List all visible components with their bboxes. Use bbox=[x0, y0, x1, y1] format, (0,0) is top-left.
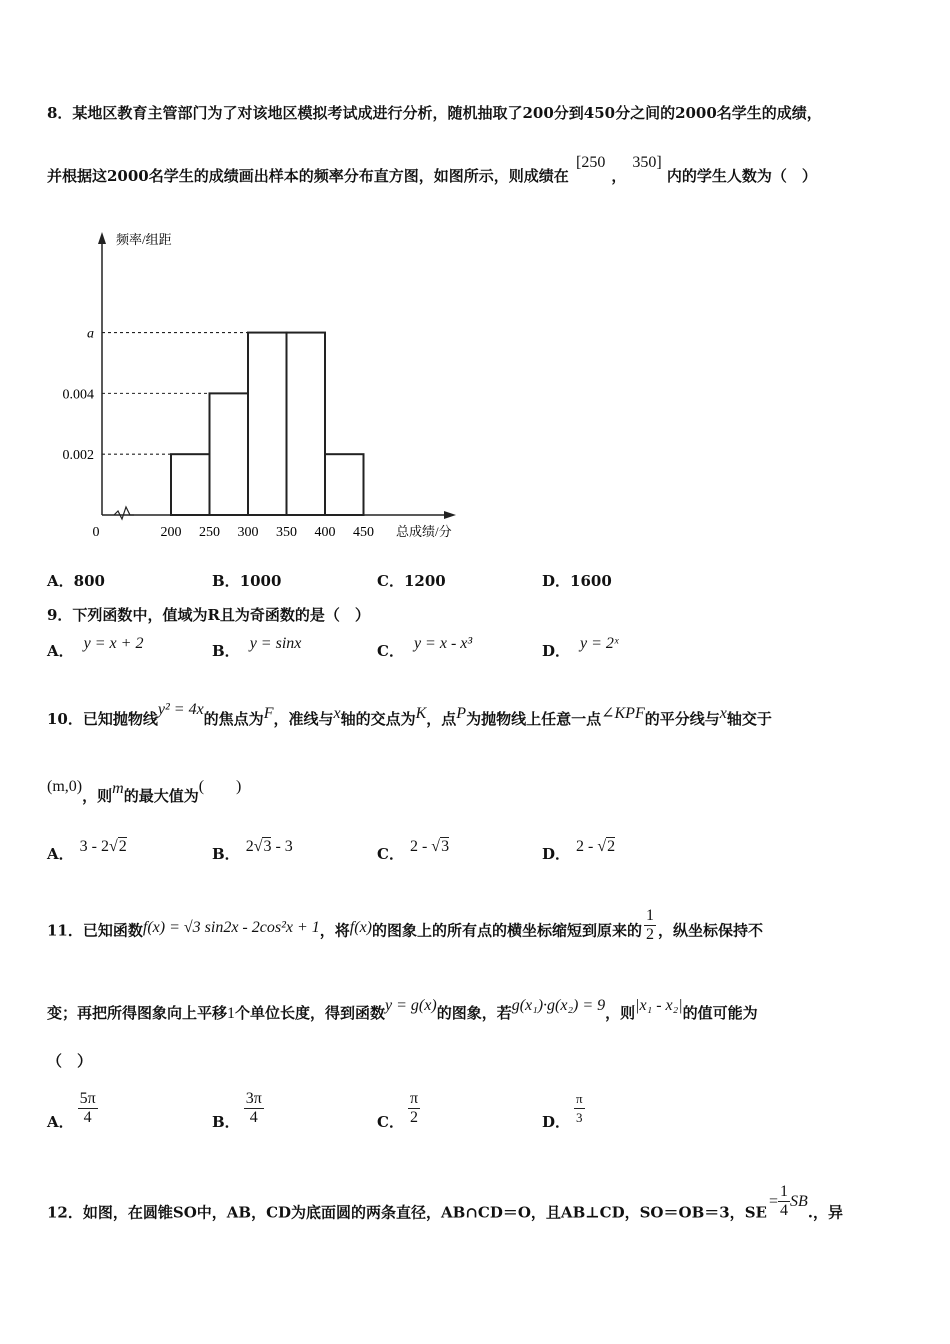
q10-option-b-rad: 3 bbox=[263, 838, 272, 855]
q10-option-d: D． 2 - √2 bbox=[542, 838, 616, 863]
q10-text-6: 为抛物线上任意一点 bbox=[466, 710, 602, 728]
q11-function: f(x) = √3 sin2x - 2cos²x + 1 bbox=[142, 918, 320, 936]
q10-angle: ∠KPF bbox=[601, 705, 645, 722]
x-tick-label: 200 bbox=[160, 525, 182, 540]
q10-point: (m,0) bbox=[47, 778, 83, 795]
q8-interval-left: [250 bbox=[576, 154, 606, 171]
q9-option-c-expr: y = x - x³ bbox=[413, 635, 473, 652]
q10-k: K bbox=[415, 705, 427, 722]
y-axis-arrow-icon bbox=[98, 232, 106, 244]
q11-abs-diff: |x₁ - x₂| bbox=[635, 997, 683, 1014]
q8-line2-pre: 并根据这2000名学生的成绩画出样本的频率分布直方图，如图所示，则成绩在 bbox=[47, 167, 569, 185]
y-tick-label: 0.004 bbox=[62, 387, 94, 403]
y-tick-label: a bbox=[87, 326, 94, 342]
q10-text-3: ，准线与 bbox=[273, 710, 334, 728]
origin-label: 0 bbox=[92, 525, 100, 540]
q11-option-c-den: 2 bbox=[409, 1109, 418, 1126]
q11-line1 bbox=[47, 907, 764, 950]
histogram-bar bbox=[287, 333, 326, 515]
q11-option-b-label: B． bbox=[212, 1112, 240, 1131]
q12-text-1: 12．如图，在圆锥SO中，AB，CD为底面圆的两条直径，AB∩CD＝O，且AB⊥CD，SO＝OB＝3， bbox=[47, 1203, 745, 1222]
q8-option-a-label: A． bbox=[47, 572, 74, 590]
q8-line2-post: 内的学生人数为（ ） bbox=[666, 167, 817, 185]
q10-option-d-rad: 2 bbox=[607, 838, 616, 855]
q11-option-b-den: 4 bbox=[249, 1109, 258, 1126]
q9-option-b-label: B． bbox=[212, 642, 240, 660]
q10-option-c-label: C． bbox=[377, 845, 404, 863]
q10-x-1: x bbox=[333, 705, 341, 722]
q12-se: SE bbox=[744, 1203, 767, 1222]
q12-frac-den: 4 bbox=[779, 1202, 788, 1219]
histogram-plot bbox=[63, 232, 457, 540]
q10-option-b-pre: 2 bbox=[245, 838, 254, 855]
q8-option-a-text: 800 bbox=[73, 572, 105, 590]
q10-option-b: B． 2√3 - 3 bbox=[212, 838, 293, 863]
q10-p: P bbox=[456, 705, 467, 722]
q11-text-6: 个单位长度，得到函数 bbox=[235, 1004, 386, 1022]
x-tick-label: 450 bbox=[353, 525, 374, 540]
q10-parabola: y² = 4x bbox=[157, 701, 204, 718]
q10-m: m bbox=[112, 780, 124, 797]
x-axis-label: 总成绩/分 bbox=[396, 524, 452, 539]
q9-stem: 9．下列函数中，值域为R且为奇函数的是（ ） bbox=[47, 606, 370, 624]
x-tick-label: 300 bbox=[237, 525, 259, 540]
q10-option-a-rad: 2 bbox=[118, 838, 127, 855]
q11-option-a-den: 4 bbox=[83, 1109, 92, 1126]
q8-line2 bbox=[47, 154, 817, 186]
q10-text-9: ，则 bbox=[82, 787, 113, 805]
q11-option-d-num: π bbox=[574, 1090, 585, 1109]
q12-eq: = bbox=[768, 1192, 778, 1210]
q8-option-b-text: 1000 bbox=[239, 572, 282, 590]
q10-text-10: 的最大值为 bbox=[123, 787, 199, 805]
q12-fraction bbox=[778, 1183, 790, 1220]
q11-text-9: 的值可能为 bbox=[682, 1004, 758, 1022]
q8-option-a bbox=[47, 570, 105, 591]
q11-line2 bbox=[47, 997, 758, 1023]
histogram-bar bbox=[325, 454, 364, 515]
q8-option-c-label: C． bbox=[377, 572, 404, 590]
q11-option-c bbox=[377, 1090, 420, 1131]
histogram-bar bbox=[248, 333, 287, 515]
q10-line2 bbox=[47, 778, 242, 806]
q10-text-1: 10．已知抛物线 bbox=[47, 710, 158, 728]
q11-text-2: ，将 bbox=[319, 921, 350, 940]
q10-text-8: 轴交于 bbox=[726, 710, 772, 728]
q11-text-3: 的图象上的所有点的横坐标缩短到原来的 bbox=[372, 921, 643, 940]
q10-text-5: ，点 bbox=[426, 710, 457, 728]
q12-sb: SB bbox=[789, 1192, 808, 1210]
q8-option-c-text: 1200 bbox=[403, 572, 446, 590]
q11-one: 1 bbox=[227, 1005, 236, 1022]
q10-option-c-pre: 2 - bbox=[409, 838, 432, 855]
q12-text-2: .，异 bbox=[807, 1203, 843, 1222]
q11-g-function: y = g(x) bbox=[385, 997, 437, 1014]
q9-option-d-label: D． bbox=[542, 642, 571, 660]
q10-option-a-label: A． bbox=[47, 845, 74, 863]
q9-option-d-expr: y = 2ˣ bbox=[580, 635, 619, 652]
q10-option-c: C． 2 - √3 bbox=[377, 838, 450, 863]
q8-option-c bbox=[377, 570, 446, 591]
q10-line1 bbox=[47, 701, 772, 729]
q11-option-a bbox=[47, 1090, 98, 1131]
q10-text-4: 轴的交点为 bbox=[340, 710, 416, 728]
q11-option-c-num: π bbox=[409, 1090, 419, 1107]
q11-text-4: ，纵坐标保持不 bbox=[658, 921, 764, 940]
q8-interval-right: 350] bbox=[632, 154, 662, 171]
x-axis-arrow-icon bbox=[444, 511, 456, 519]
x-tick-label: 350 bbox=[276, 525, 297, 540]
q11-text-8: ，则 bbox=[605, 1004, 636, 1022]
q10-x-2: x bbox=[719, 705, 727, 722]
q11-function-ref: f(x) bbox=[349, 918, 372, 936]
q11-option-a-num: 5π bbox=[79, 1090, 96, 1107]
q11-option-b-num: 3π bbox=[245, 1090, 262, 1107]
y-axis-label: 频率/组距 bbox=[116, 232, 172, 247]
q12-line1 bbox=[47, 1183, 843, 1232]
q11-text-5: 变；再把所得图象向上平移 bbox=[47, 1004, 228, 1022]
q9-option-c-label: C． bbox=[377, 642, 404, 660]
q10-focus: F bbox=[263, 705, 274, 722]
q11-option-d-den: 3 bbox=[576, 1110, 583, 1125]
q10-option-d-pre: 2 - bbox=[576, 838, 598, 855]
q10-option-b-post: - 3 bbox=[271, 838, 293, 855]
q8-option-b bbox=[212, 570, 281, 591]
q9-option-a-label: A． bbox=[47, 642, 74, 660]
q10-option-c-rad: 3 bbox=[441, 838, 450, 855]
q11-half-den: 2 bbox=[646, 926, 655, 943]
q10-option-a-pre: 3 - 2 bbox=[79, 838, 109, 855]
q10-option-d-label: D． bbox=[542, 845, 571, 863]
q8-comma: ， bbox=[611, 167, 627, 185]
q9-option-b bbox=[212, 635, 302, 661]
q11-text-1: 11．已知函数 bbox=[47, 921, 143, 940]
histogram-bar bbox=[210, 393, 249, 515]
q8-line1: 8．某地区教育主管部门为了对该地区模拟考试成进行分析，随机抽取了200分到450分之间的2000名学生的成绩， bbox=[47, 104, 822, 122]
histogram-bar bbox=[171, 454, 210, 515]
q9-option-a-expr: y = x + 2 bbox=[83, 635, 144, 652]
q9-option-c bbox=[377, 635, 473, 661]
q11-option-c-label: C． bbox=[377, 1112, 404, 1131]
q9-option-b-expr: y = sinx bbox=[249, 635, 302, 652]
frequency-histogram bbox=[40, 222, 480, 552]
q8-option-b-label: B． bbox=[212, 572, 240, 590]
q9-option-a bbox=[47, 635, 144, 661]
q11-text-7: 的图象，若 bbox=[436, 1004, 512, 1022]
q10-option-b-label: B． bbox=[212, 845, 240, 863]
q11-option-b bbox=[212, 1090, 264, 1131]
q11-option-d bbox=[542, 1090, 585, 1131]
axis-break-icon bbox=[114, 507, 134, 519]
q11-condition: g(x₁)·g(x₂) = 9 bbox=[511, 997, 606, 1014]
q10-option-a: A． 3 - 2√2 bbox=[47, 838, 127, 863]
q11-option-a-label: A． bbox=[47, 1112, 74, 1131]
x-tick-label: 250 bbox=[199, 525, 220, 540]
q10-paren: ( ) bbox=[198, 778, 242, 795]
q8-option-d-label: D． bbox=[542, 572, 571, 590]
x-tick-label: 400 bbox=[314, 525, 336, 540]
q10-text-7: 的平分线与 bbox=[644, 710, 720, 728]
q8-option-d-text: 1600 bbox=[570, 572, 612, 590]
q12-frac-num: 1 bbox=[779, 1183, 788, 1200]
q11-paren: （ ） bbox=[47, 1052, 93, 1070]
y-tick-label: 0.002 bbox=[62, 448, 94, 464]
q10-text-2: 的焦点为 bbox=[203, 710, 264, 728]
q11-option-d-label: D． bbox=[542, 1112, 571, 1131]
q8-option-d bbox=[542, 570, 612, 591]
q11-half-num: 1 bbox=[646, 907, 655, 924]
q11-half bbox=[644, 907, 656, 944]
q9-option-d bbox=[542, 635, 619, 661]
